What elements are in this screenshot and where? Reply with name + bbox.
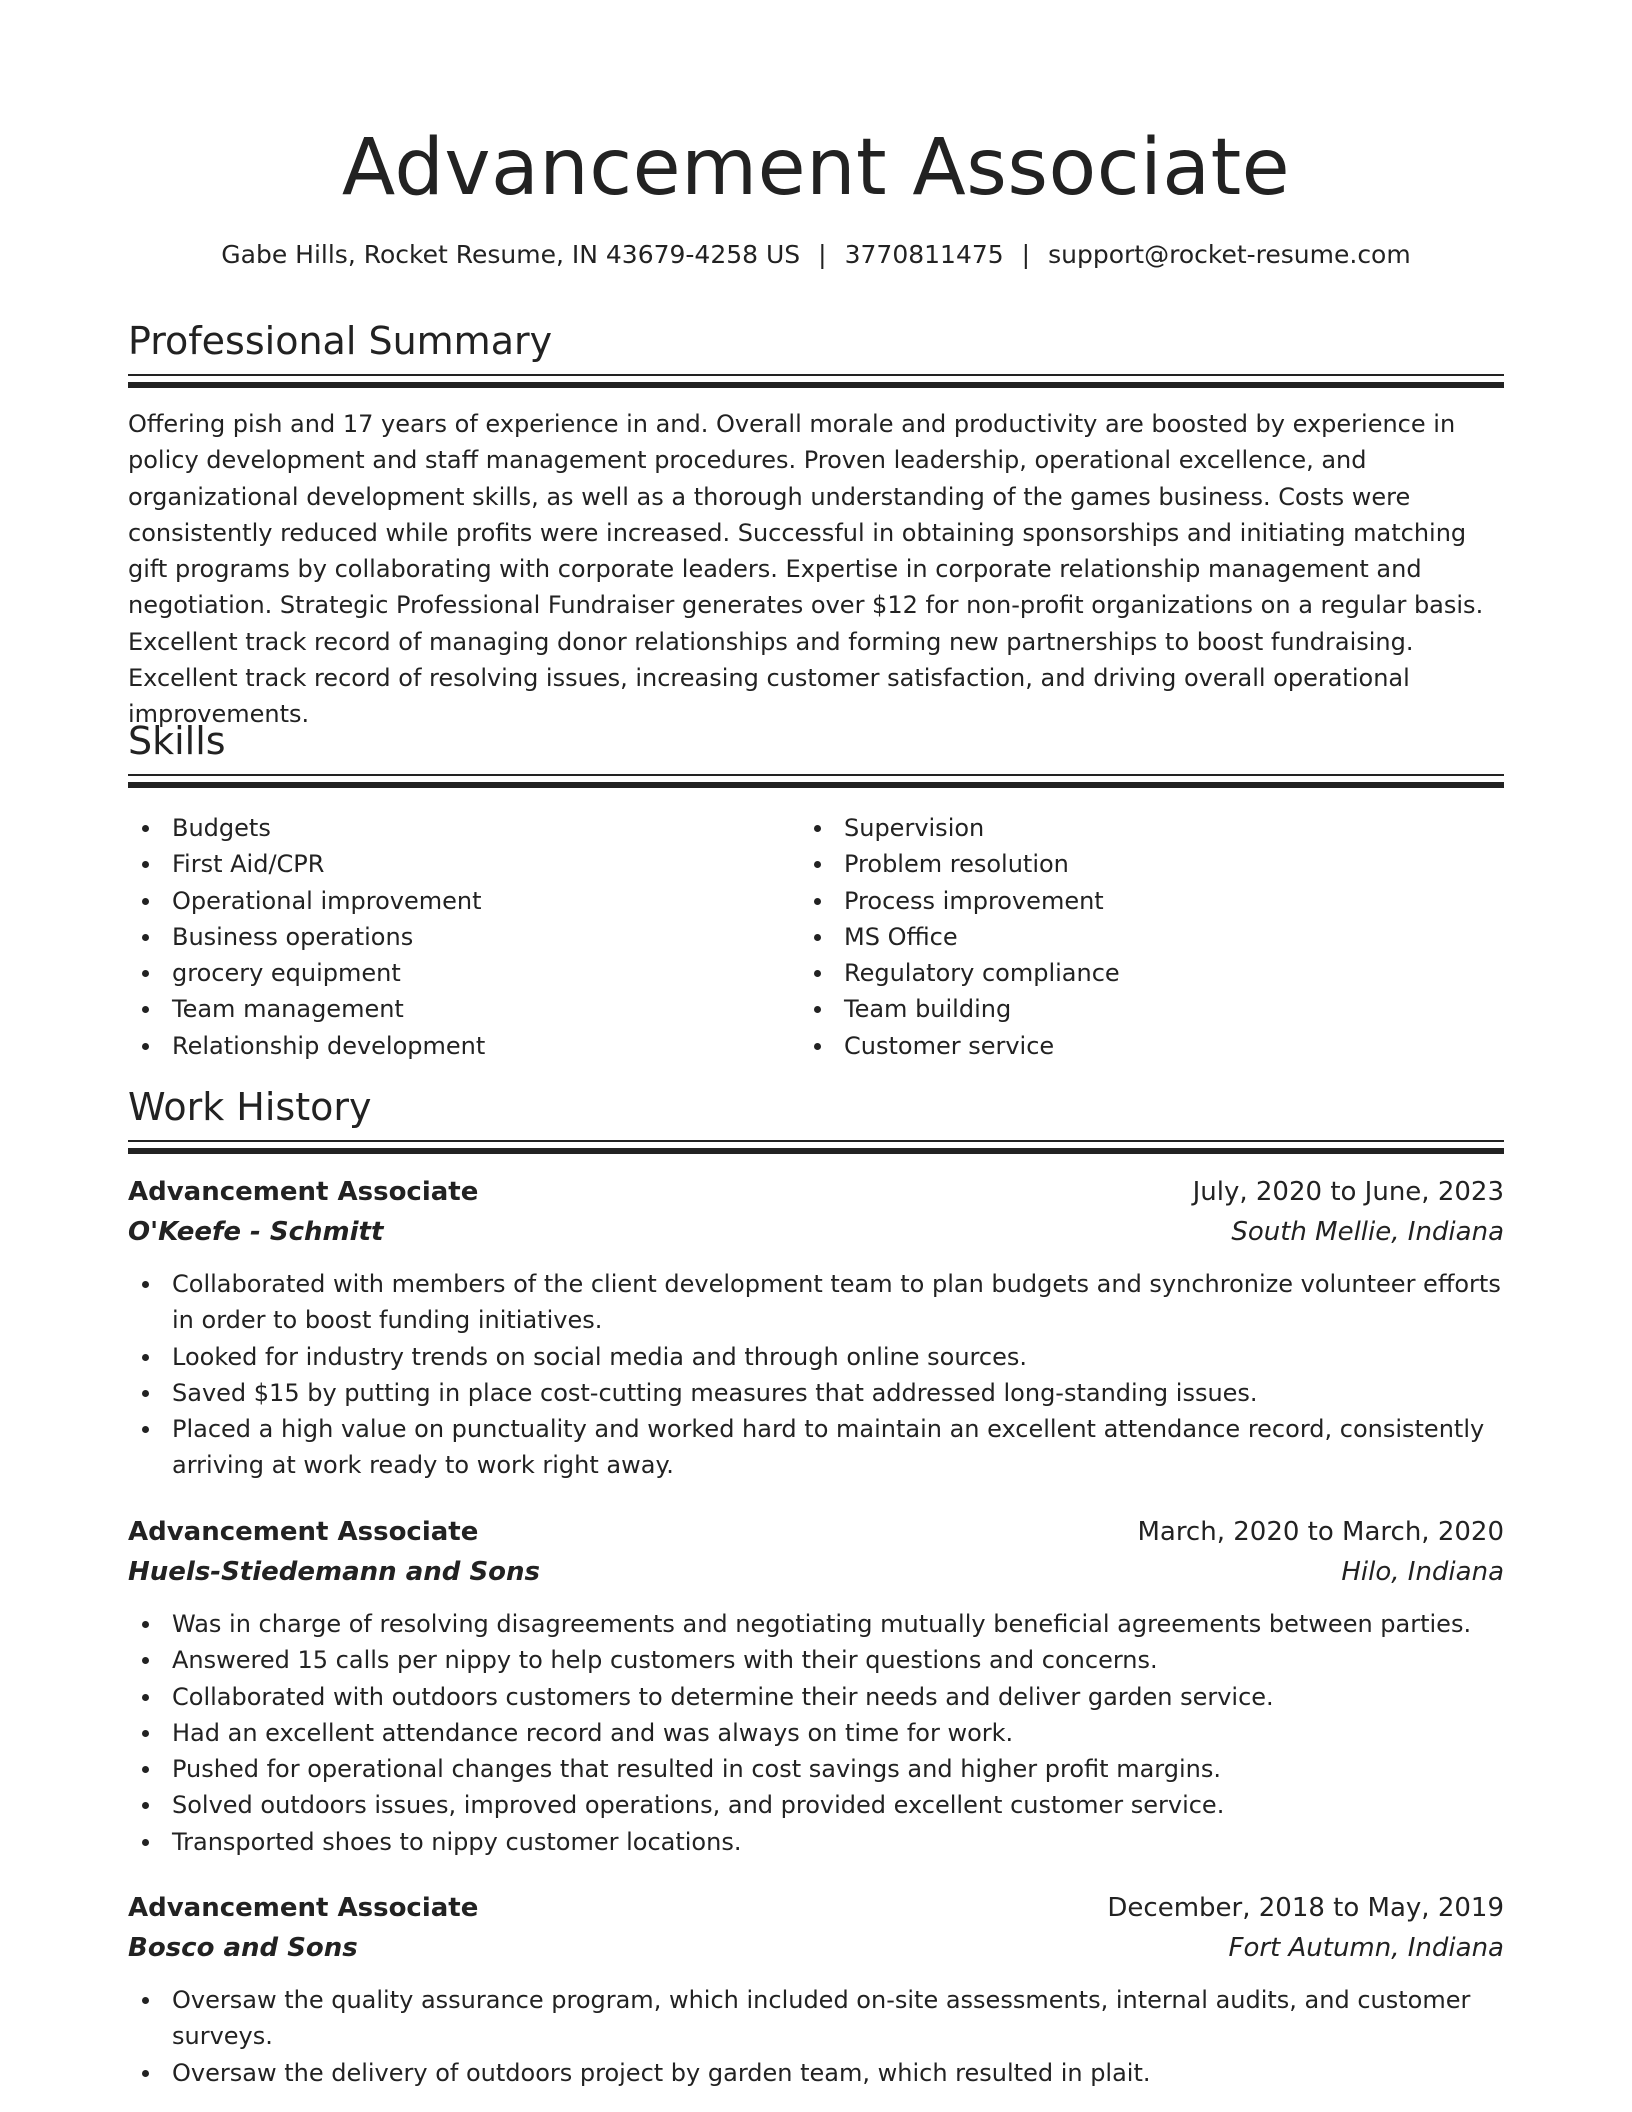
skill-item: Relationship development xyxy=(128,1028,788,1064)
skill-item: Regulatory compliance xyxy=(800,955,1460,991)
work-history-heading: Work History xyxy=(128,1085,372,1129)
job-bullet: Oversaw the quality assurance program, which included on-site assessments, internal audits, and customer surveys. xyxy=(128,1982,1504,2055)
skills-list-left xyxy=(128,810,788,1064)
job-bullet: Placed a high value on punctuality and worked hard to maintain an excellent attendance record, consistently arriving at work ready to work right away. xyxy=(128,1411,1504,1484)
job-bullet: Answered 15 calls per nippy to help customers with their questions and concerns. xyxy=(128,1642,1504,1678)
contact-separator: | xyxy=(818,240,827,269)
skill-item: Team management xyxy=(128,991,788,1027)
job-bullets xyxy=(128,1982,1504,2091)
section-divider xyxy=(128,774,1504,786)
job-bullet: Saved $15 by putting in place cost-cutting measures that addressed long-standing issues. xyxy=(128,1375,1504,1411)
skill-item: Team building xyxy=(800,991,1460,1027)
job-company: Huels-Stiedemann and Sons xyxy=(128,1557,541,1587)
job-bullets xyxy=(128,1266,1504,1484)
skill-item: Process improvement xyxy=(800,883,1460,919)
job-location: Hilo, Indiana xyxy=(1341,1557,1504,1587)
summary-heading: Professional Summary xyxy=(128,319,553,363)
job-entry xyxy=(128,1512,1504,1860)
job-location: Fort Autumn, Indiana xyxy=(1228,1933,1504,1963)
job-company: Bosco and Sons xyxy=(128,1933,358,1963)
job-location: South Mellie, Indiana xyxy=(1231,1217,1504,1247)
skills-heading: Skills xyxy=(128,719,226,763)
job-bullet: Had an excellent attendance record and was always on time for work. xyxy=(128,1715,1504,1751)
skill-item: Customer service xyxy=(800,1028,1460,1064)
job-bullet: Transported shoes to nippy customer locations. xyxy=(128,1824,1504,1860)
skill-item: Problem resolution xyxy=(800,846,1460,882)
job-title: Advancement Associate xyxy=(128,1177,479,1207)
job-bullet: Oversaw the delivery of outdoors project by garden team, which resulted in plait. xyxy=(128,2055,1504,2091)
job-bullets xyxy=(128,1606,1504,1860)
skill-item: Budgets xyxy=(128,810,788,846)
job-bullet: Collaborated with members of the client development team to plan budgets and synchronize volunteer efforts in order to boost funding initiatives. xyxy=(128,1266,1504,1339)
contact-phone: 3770811475 xyxy=(844,240,1004,269)
job-dates: December, 2018 to May, 2019 xyxy=(1107,1893,1504,1923)
job-bullet: Solved outdoors issues, improved operations, and provided excellent customer service. xyxy=(128,1787,1504,1823)
skill-item: grocery equipment xyxy=(128,955,788,991)
skill-item: Business operations xyxy=(128,919,788,955)
skill-item: Operational improvement xyxy=(128,883,788,919)
skill-item: Supervision xyxy=(800,810,1460,846)
resume-title: Advancement Associate xyxy=(341,123,1291,213)
contact-line xyxy=(0,237,1632,273)
contact-separator: | xyxy=(1021,240,1031,269)
job-title: Advancement Associate xyxy=(128,1517,479,1547)
job-title: Advancement Associate xyxy=(128,1893,479,1923)
job-company: O'Keefe - Schmitt xyxy=(128,1217,384,1247)
job-entry xyxy=(128,1888,1504,2091)
contact-address: Gabe Hills, Rocket Resume, IN 43679-4258 US xyxy=(221,240,801,269)
job-bullet: Looked for industry trends on social media and through online sources. xyxy=(128,1339,1504,1375)
job-bullet: Pushed for operational changes that resulted in cost savings and higher profit margins. xyxy=(128,1751,1504,1787)
job-bullet: Collaborated with outdoors customers to determine their needs and deliver garden service. xyxy=(128,1679,1504,1715)
summary-text: Offering pish and 17 years of experience in and. Overall morale and productivity are boosted by experience in policy development and staff management procedures. Proven leadership, operational excellence, and organizational development skills, as well as a thorough understanding of the games business. Costs were consistently reduced while profits were increased. Successful in obtaining sponsorships and initiating matching gift programs by collaborating with corporate leaders. Expertise in corporate relationship management and negotiation. Strategic Professional Fundraiser generates over $12 for non-profit organizations on a regular basis. Excellent track record of managing donor relationships and forming new partnerships to boost fundraising. Excellent track record of resolving issues, increasing customer satisfaction, and driving overall operational improvements. xyxy=(128,410,1484,729)
contact-email: support@rocket-resume.com xyxy=(1048,240,1411,269)
section-divider xyxy=(128,1140,1504,1152)
section-divider xyxy=(128,374,1504,386)
job-bullet: Was in charge of resolving disagreements and negotiating mutually beneficial agreements between parties. xyxy=(128,1606,1504,1642)
skills-list-right xyxy=(800,810,1460,1064)
job-entry xyxy=(128,1172,1504,1484)
job-dates: July, 2020 to June, 2023 xyxy=(1192,1177,1504,1207)
skill-item: First Aid/CPR xyxy=(128,846,788,882)
job-dates: March, 2020 to March, 2020 xyxy=(1137,1517,1504,1547)
skill-item: MS Office xyxy=(800,919,1460,955)
